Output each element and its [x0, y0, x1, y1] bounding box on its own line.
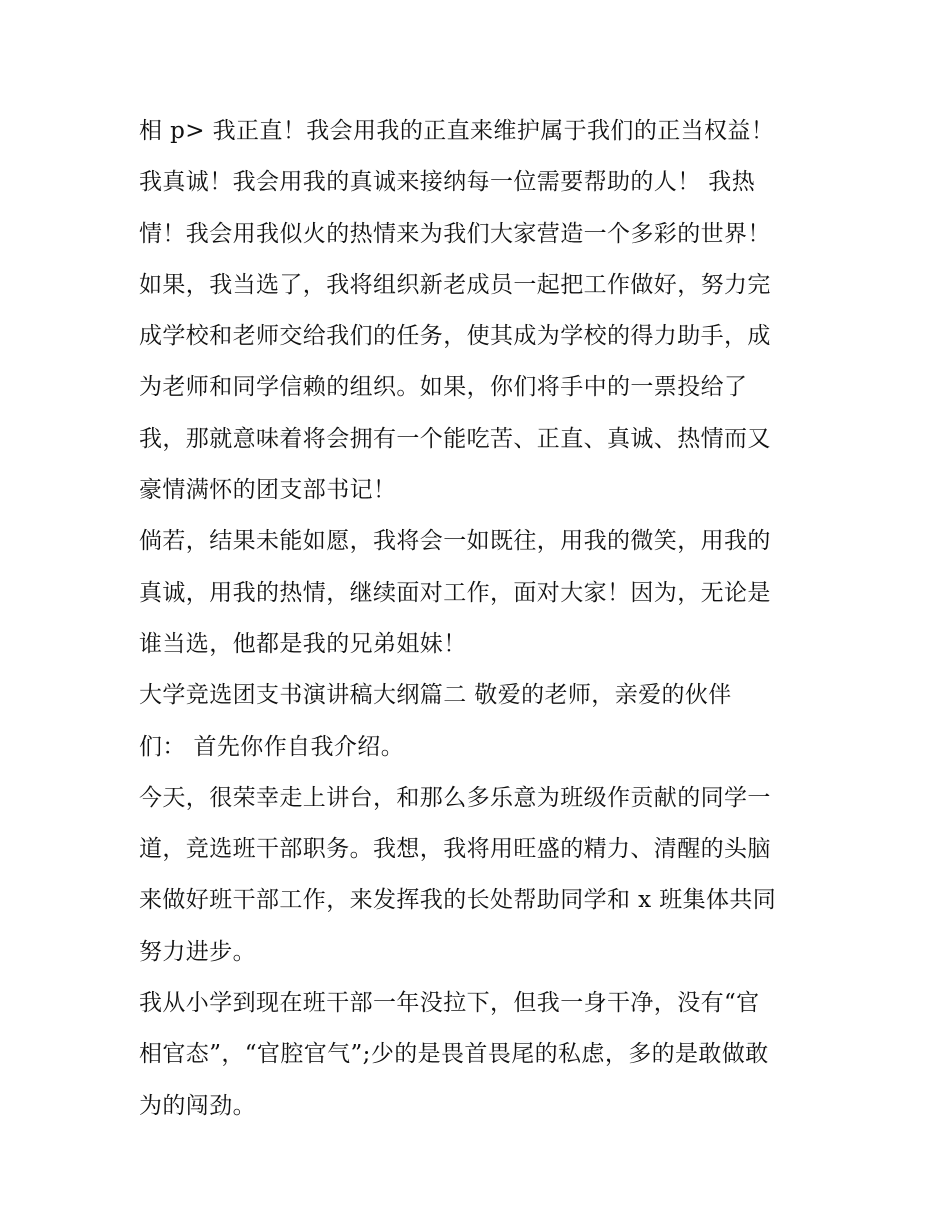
section-heading-line: 大学竞选团支书演讲稿大纲篇二 敬爱的老师，亲爱的伙伴 [139, 682, 732, 709]
text-line: 真诚，用我的热情，继续面对工作，面对大家！因为，无论是 [139, 579, 771, 606]
text-line: 努力进步。 [139, 938, 256, 965]
text-line: 我，那就意味着将会拥有一个能吃苦、正直、真诚、热情而又 [139, 425, 771, 452]
text-line: 今天，很荣幸走上讲台，和那么多乐意为班级作贡献的同学一 [139, 784, 771, 811]
text-line: 我真诚！我会用我的真诚来接纳每一位需要帮助的人！ 我热 [139, 169, 756, 196]
text-line: 为的闯劲。 [139, 1092, 256, 1119]
text-line: 谁当选，他都是我的兄弟姐妹！ [139, 630, 467, 657]
text-line: 们： 首先你作自我介绍。 [139, 733, 405, 760]
text-line: 来做好班干部工作，来发挥我的长处帮助同学和 x 班集体共同 [139, 887, 777, 914]
text-line: 如果，我当选了，我将组织新老成员一起把工作做好，努力完 [139, 271, 771, 298]
text-line: 倘若，结果未能如愿，我将会一如既往，用我的微笑，用我的 [139, 528, 771, 555]
text-line: 道，竞选班干部职务。我想，我将用旺盛的精力、清醒的头脑 [139, 836, 771, 863]
text-line: 相官态”，“官腔官气”;少的是畏首畏尾的私虑，多的是敢做敢 [139, 1041, 769, 1068]
text-line: 成学校和老师交给我们的任务，使其成为学校的得力助手，成 [139, 323, 771, 350]
speech-text [139, 106, 819, 1132]
text-line: 豪情满怀的团支部书记！ [139, 477, 397, 504]
text-line: 我从小学到现在班干部一年没拉下，但我一身干净，没有“官 [139, 990, 760, 1017]
text-line: 为老师和同学信赖的组织。如果，你们将手中的一票投给了 [139, 374, 748, 401]
text-line: 相 p> 我正直！我会用我的正直来维护属于我们的正当权益！ [139, 118, 775, 144]
text-line: 情！我会用我似火的热情来为我们大家营造一个多彩的世界！ [139, 220, 771, 247]
